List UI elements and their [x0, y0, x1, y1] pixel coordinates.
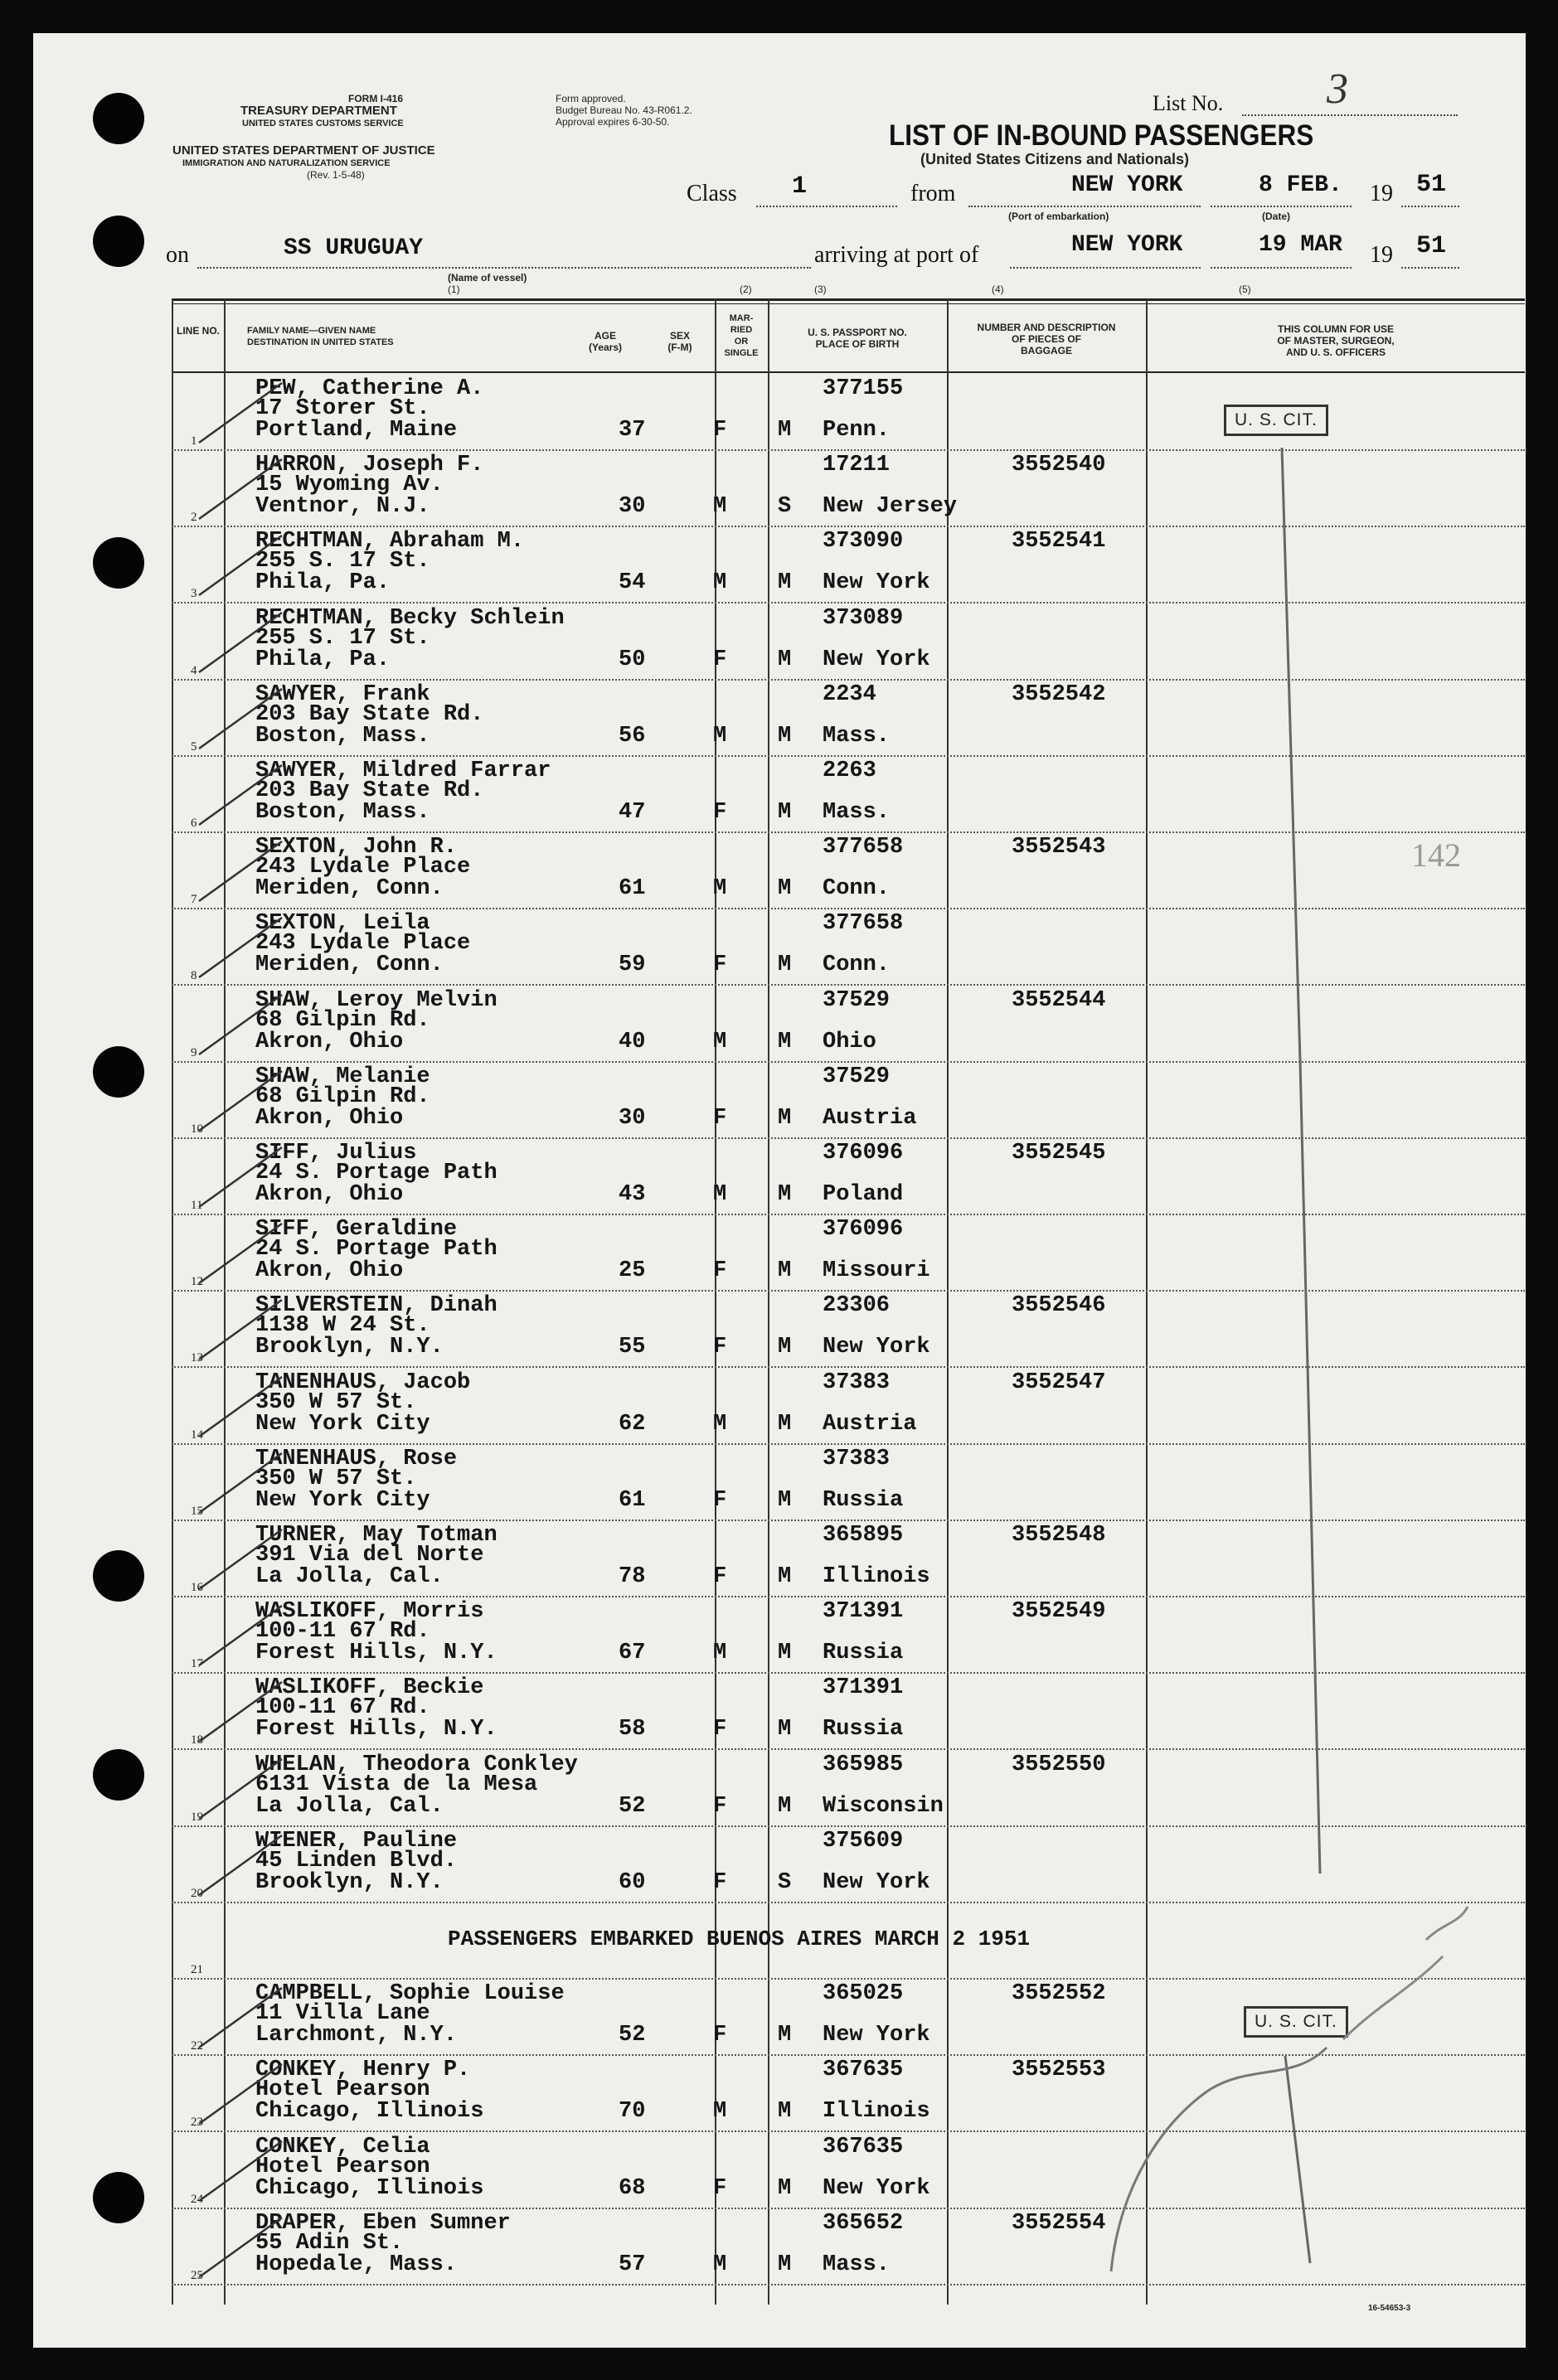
header-officers-3: AND U. S. OFFICERS: [1285, 347, 1386, 358]
passenger-name: SIFF, Geraldine: [255, 1217, 458, 1242]
line-number: 10: [191, 1122, 203, 1136]
address-line-1: 45 Linden Blvd.: [255, 1849, 458, 1873]
passenger-name: SAWYER, Frank: [255, 682, 430, 707]
baggage-number: 3552549: [1012, 1599, 1106, 1624]
pencil-marks: [33, 33, 1526, 2348]
place-of-birth: Russia: [823, 1641, 904, 1665]
header-baggage-3: BAGGAGE: [1020, 345, 1072, 356]
address-line-1: 6131 Vista de la Mesa: [255, 1772, 538, 1797]
marital-status: M: [778, 570, 792, 595]
address-line-2: Brooklyn, N.Y.: [255, 1335, 444, 1360]
from-port: NEW YORK: [1071, 172, 1183, 198]
marital-status: M: [778, 1106, 792, 1131]
age: 30: [619, 1106, 646, 1131]
line-number: 19: [191, 1810, 203, 1824]
passenger-name: SHAW, Melanie: [255, 1064, 430, 1089]
sex: M: [713, 1182, 727, 1207]
sex: F: [713, 1794, 727, 1819]
sex: F: [713, 800, 727, 825]
passport-number: 365652: [823, 2211, 904, 2236]
address-line-2: Hopedale, Mass.: [255, 2252, 458, 2277]
passport-number: 377155: [823, 376, 904, 401]
approval-line-1: Form approved.: [556, 93, 626, 104]
address-line-2: Boston, Mass.: [255, 800, 430, 825]
marital-status: M: [778, 1258, 792, 1283]
department-justice: UNITED STATES DEPARTMENT OF JUSTICE: [172, 143, 435, 158]
marital-status: M: [778, 1641, 792, 1665]
address-line-2: New York City: [255, 1412, 430, 1437]
line-number: 4: [191, 664, 197, 677]
address-line-2: Larchmont, N.Y.: [255, 2023, 458, 2048]
marital-status: M: [778, 952, 792, 977]
place-of-birth: Conn.: [823, 952, 891, 977]
line-number: 17: [191, 1657, 203, 1670]
place-of-birth: Missouri: [823, 1258, 930, 1283]
marital-status: M: [778, 647, 792, 672]
baggage-number: 3552546: [1012, 1293, 1106, 1318]
marital-status: M: [778, 418, 792, 443]
form-code: 16-54653-3: [1368, 2304, 1411, 2313]
address-line-2: Boston, Mass.: [255, 724, 430, 749]
marital-status: M: [778, 800, 792, 825]
age: 47: [619, 800, 646, 825]
place-of-birth: Russia: [823, 1488, 904, 1513]
baggage-number: 3552543: [1012, 835, 1106, 860]
sex: M: [713, 570, 727, 595]
header-baggage-2: OF PIECES OF: [1011, 333, 1081, 345]
place-of-birth: New York: [823, 1335, 930, 1360]
marital-status: M: [778, 1182, 792, 1207]
place-of-birth: Austria: [823, 1106, 917, 1131]
arriving-label: arriving at port of: [814, 242, 979, 268]
from-label: from: [910, 181, 956, 206]
baggage-number: 3552552: [1012, 1981, 1106, 2006]
age: 61: [619, 876, 646, 901]
sex: F: [713, 2176, 727, 2201]
sex: M: [713, 724, 727, 749]
address-line-1: 350 W 57 St.: [255, 1390, 417, 1415]
place-of-birth: Mass.: [823, 800, 891, 825]
page-subtitle: (United States Citizens and Nationals): [920, 151, 1190, 167]
passport-number: 377658: [823, 835, 904, 860]
place-of-birth: New York: [823, 570, 930, 595]
line-number: 15: [191, 1505, 203, 1518]
passport-number: 365985: [823, 1752, 904, 1777]
col-number-2: (2): [740, 284, 752, 295]
sex: M: [713, 876, 727, 901]
list-no-value: 3: [1327, 65, 1348, 113]
age: 57: [619, 2252, 646, 2277]
department-treasury: TREASURY DEPARTMENT: [240, 104, 397, 118]
line-number: 21: [191, 1963, 203, 1976]
address-line-2: Forest Hills, N.Y.: [255, 1641, 497, 1665]
baggage-number: 3552545: [1012, 1141, 1106, 1166]
header-sex-values: (F-M): [667, 342, 692, 353]
passenger-name: TANENHAUS, Rose: [255, 1447, 458, 1471]
address-line-2: Meriden, Conn.: [255, 876, 444, 901]
passport-number: 371391: [823, 1599, 904, 1624]
place-of-birth: New York: [823, 1870, 930, 1895]
sex: M: [713, 2252, 727, 2277]
passenger-name: CONKEY, Celia: [255, 2135, 430, 2159]
passport-number: 377658: [823, 911, 904, 936]
age: 78: [619, 1564, 646, 1589]
passport-number: 375609: [823, 1829, 904, 1854]
customs-service: UNITED STATES CUSTOMS SERVICE: [242, 119, 404, 128]
immigration-service: IMMIGRATION AND NATURALIZATION SERVICE: [182, 158, 391, 168]
passenger-name: HARRON, Joseph F.: [255, 453, 484, 477]
marital-status: M: [778, 1794, 792, 1819]
marital-status: M: [778, 2023, 792, 2048]
col-number-1: (1): [448, 284, 460, 295]
address-line-2: Forest Hills, N.Y.: [255, 1717, 497, 1742]
arrival-date: 19 MAR: [1259, 232, 1342, 258]
line-number: 12: [191, 1275, 203, 1288]
passenger-name: DRAPER, Eben Sumner: [255, 2211, 511, 2236]
vessel-caption: (Name of vessel): [448, 272, 527, 284]
line-number: 20: [191, 1887, 203, 1900]
marital-status: M: [778, 1564, 792, 1589]
sex: F: [713, 2023, 727, 2048]
sex: M: [713, 494, 727, 519]
age: 25: [619, 1258, 646, 1283]
marital-status: M: [778, 1335, 792, 1360]
passport-number: 376096: [823, 1217, 904, 1242]
address-line-2: La Jolla, Cal.: [255, 1794, 444, 1819]
sex: M: [713, 2099, 727, 2124]
address-line-1: 243 Lydale Place: [255, 855, 471, 880]
marital-status: S: [778, 1870, 792, 1895]
passenger-name: SAWYER, Mildred Farrar: [255, 759, 551, 783]
age: 62: [619, 1412, 646, 1437]
marital-status: M: [778, 1412, 792, 1437]
address-line-2: Ventnor, N.J.: [255, 494, 430, 519]
address-line-1: 17 Storer St.: [255, 396, 430, 421]
header-officers-2: OF MASTER, SURGEON,: [1277, 335, 1395, 347]
baggage-number: 3552541: [1012, 529, 1106, 554]
line-number: 7: [191, 893, 197, 906]
passenger-name: CONKEY, Henry P.: [255, 2058, 471, 2082]
baggage-number: 3552544: [1012, 988, 1106, 1013]
from-year: 51: [1416, 171, 1447, 199]
age: 37: [619, 418, 646, 443]
address-line-1: 24 S. Portage Path: [255, 1237, 497, 1262]
passport-number: 365025: [823, 1981, 904, 2006]
address-line-2: Akron, Ohio: [255, 1258, 404, 1283]
address-line-2: Phila, Pa.: [255, 647, 391, 672]
place-of-birth: Wisconsin: [823, 1794, 944, 1819]
passport-number: 373089: [823, 606, 904, 631]
address-line-1: 68 Gilpin Rd.: [255, 1084, 430, 1109]
line-number: 24: [191, 2193, 203, 2206]
line-number: 3: [191, 587, 197, 600]
class-label: Class: [687, 181, 737, 206]
place-of-birth: New York: [823, 647, 930, 672]
passport-number: 17211: [823, 453, 891, 477]
pencil-vertical-line: [1282, 448, 1320, 1873]
sex: F: [713, 1717, 727, 1742]
line-number: 13: [191, 1351, 203, 1365]
address-line-1: 15 Wyoming Av.: [255, 473, 444, 497]
sex: F: [713, 418, 727, 443]
col-number-5: (5): [1239, 284, 1251, 295]
address-line-1: 55 Adin St.: [255, 2231, 404, 2256]
place-of-birth: New York: [823, 2023, 930, 2048]
list-no-label: List No.: [1153, 91, 1224, 115]
passenger-name: SEXTON, Leila: [255, 911, 430, 936]
passport-number: 2263: [823, 759, 876, 783]
passport-number: 365895: [823, 1523, 904, 1548]
place-of-birth: Mass.: [823, 724, 891, 749]
age: 55: [619, 1335, 646, 1360]
arrival-year: 51: [1416, 232, 1447, 260]
header-married-3: OR: [734, 337, 749, 347]
place-of-birth: Penn.: [823, 418, 891, 443]
sex: F: [713, 1870, 727, 1895]
place-of-birth: New Jersey: [823, 494, 958, 519]
passport-number: 37529: [823, 1064, 891, 1089]
arrival-port: NEW YORK: [1071, 232, 1183, 258]
address-line-1: 203 Bay State Rd.: [255, 702, 484, 727]
address-line-1: 1138 W 24 St.: [255, 1313, 430, 1338]
passenger-name: RECHTMAN, Becky Schlein: [255, 606, 565, 631]
header-officers-1: THIS COLUMN FOR USE: [1278, 323, 1394, 335]
passenger-name: PEW, Catherine A.: [255, 376, 484, 401]
passport-number: 371391: [823, 1675, 904, 1700]
passenger-name: TURNER, May Totman: [255, 1523, 497, 1548]
line-number: 6: [191, 817, 197, 830]
address-line-1: 100-11 67 Rd.: [255, 1619, 430, 1644]
baggage-number: 3552554: [1012, 2211, 1106, 2236]
address-line-2: Akron, Ohio: [255, 1106, 404, 1131]
address-line-2: Chicago, Illinois: [255, 2099, 484, 2124]
officer-signature: [1343, 1956, 1443, 2039]
address-line-1: 243 Lydale Place: [255, 931, 471, 956]
address-line-1: 391 Via del Norte: [255, 1543, 484, 1568]
passenger-name: SHAW, Leroy Melvin: [255, 988, 497, 1013]
pencil-vertical-line: [1285, 2056, 1310, 2263]
header-married-4: SINGLE: [724, 348, 759, 358]
sex: M: [713, 1030, 727, 1054]
age: 50: [619, 647, 646, 672]
vessel-name: SS URUGUAY: [284, 235, 424, 261]
line-number: 16: [191, 1581, 203, 1594]
age: 52: [619, 1794, 646, 1819]
address-line-1: 68 Gilpin Rd.: [255, 1008, 430, 1033]
age: 68: [619, 2176, 646, 2201]
baggage-number: 3552547: [1012, 1370, 1106, 1395]
sex: F: [713, 952, 727, 977]
address-line-2: Chicago, Illinois: [255, 2176, 484, 2201]
arrival-year-prefix: 19: [1370, 242, 1393, 268]
marital-status: M: [778, 1488, 792, 1513]
line-number: 18: [191, 1733, 203, 1747]
class-value: 1: [792, 172, 808, 201]
address-line-2: New York City: [255, 1488, 430, 1513]
approval-line-3: Approval expires 6-30-50.: [556, 116, 670, 128]
marital-status: S: [778, 494, 792, 519]
baggage-number: 3552553: [1012, 2058, 1106, 2082]
address-line-1: 255 S. 17 St.: [255, 549, 430, 574]
address-line-2: Akron, Ohio: [255, 1030, 404, 1054]
place-of-birth: Ohio: [823, 1030, 876, 1054]
header-baggage-1: NUMBER AND DESCRIPTION: [977, 322, 1116, 333]
address-line-1: 350 W 57 St.: [255, 1466, 417, 1491]
address-line-1: 255 S. 17 St.: [255, 626, 430, 651]
form-number: FORM I-416: [348, 93, 404, 104]
age: 43: [619, 1182, 646, 1207]
passport-number: 376096: [823, 1141, 904, 1166]
age: 61: [619, 1488, 646, 1513]
passport-number: 37529: [823, 988, 891, 1013]
passenger-name: WIENER, Pauline: [255, 1829, 458, 1854]
age: 70: [619, 2099, 646, 2124]
line-number: 14: [191, 1428, 203, 1442]
from-date: 8 FEB.: [1259, 172, 1342, 198]
baggage-number: 3552548: [1012, 1523, 1106, 1548]
line-number: 22: [191, 2039, 203, 2053]
passenger-name: SEXTON, John R.: [255, 835, 458, 860]
passenger-name: TANENHAUS, Jacob: [255, 1370, 471, 1395]
passenger-name: RECHTMAN, Abraham M.: [255, 529, 525, 554]
line-number: 25: [191, 2269, 203, 2282]
address-line-1: 100-11 67 Rd.: [255, 1695, 430, 1720]
address-line-1: Hotel Pearson: [255, 2077, 430, 2102]
manifest-page: [33, 33, 1526, 2348]
sex: F: [713, 1106, 727, 1131]
marital-status: M: [778, 1717, 792, 1742]
passport-number: 23306: [823, 1293, 891, 1318]
marital-status: M: [778, 2252, 792, 2277]
margin-number: 142: [1411, 836, 1461, 874]
age: 59: [619, 952, 646, 977]
address-line-2: Akron, Ohio: [255, 1182, 404, 1207]
col-number-4: (4): [992, 284, 1004, 295]
age: 56: [619, 724, 646, 749]
age: 30: [619, 494, 646, 519]
passport-number: 37383: [823, 1447, 891, 1471]
line-number: 5: [191, 740, 197, 754]
passport-number: 2234: [823, 682, 876, 707]
header-married-1: MAR-: [729, 313, 754, 323]
sex: F: [713, 1564, 727, 1589]
us-citizen-stamp: U. S. CIT.: [1244, 2006, 1348, 2038]
passport-number: 367635: [823, 2135, 904, 2159]
header-line-no: LINE NO.: [176, 325, 220, 337]
page-title: LIST OF IN-BOUND PASSENGERS: [889, 119, 1314, 152]
baggage-number: 3552540: [1012, 453, 1106, 477]
line-number: 9: [191, 1046, 197, 1059]
baggage-number: 3552542: [1012, 682, 1106, 707]
place-of-birth: Conn.: [823, 876, 891, 901]
address-line-1: 24 S. Portage Path: [255, 1161, 497, 1185]
header-sex: SEX: [669, 330, 690, 342]
line-number: 11: [191, 1199, 203, 1212]
age: 67: [619, 1641, 646, 1665]
place-of-birth: Austria: [823, 1412, 917, 1437]
place-of-birth: Poland: [823, 1182, 904, 1207]
passport-number: 367635: [823, 2058, 904, 2082]
passport-number: 373090: [823, 529, 904, 554]
passenger-name: SILVERSTEIN, Dinah: [255, 1293, 497, 1318]
header-passport: U. S. PASSPORT NO.: [808, 327, 907, 338]
us-citizen-stamp: U. S. CIT.: [1224, 405, 1328, 436]
address-line-1: 11 Villa Lane: [255, 2001, 430, 2026]
place-of-birth: Illinois: [823, 1564, 930, 1589]
marital-status: M: [778, 2176, 792, 2201]
sex: F: [713, 1335, 727, 1360]
sex: M: [713, 1641, 727, 1665]
address-line-1: 203 Bay State Rd.: [255, 778, 484, 803]
officer-signature: [1111, 2048, 1327, 2271]
address-line-2: Portland, Maine: [255, 418, 458, 443]
line-number: 8: [191, 969, 197, 982]
port-embarkation-caption: (Port of embarkation): [1008, 211, 1109, 222]
baggage-number: 3552550: [1012, 1752, 1106, 1777]
line-number: 1: [191, 434, 197, 448]
sex: F: [713, 647, 727, 672]
header-married-2: RIED: [730, 325, 753, 335]
form-revision: (Rev. 1-5-48): [307, 169, 365, 181]
marital-status: M: [778, 724, 792, 749]
place-of-birth: Russia: [823, 1717, 904, 1742]
age: 54: [619, 570, 646, 595]
address-line-2: La Jolla, Cal.: [255, 1564, 444, 1589]
place-of-birth: Mass.: [823, 2252, 891, 2277]
line-number: 23: [191, 2116, 203, 2129]
age: 60: [619, 1870, 646, 1895]
age: 40: [619, 1030, 646, 1054]
marital-status: M: [778, 1030, 792, 1054]
passenger-name: SIFF, Julius: [255, 1141, 417, 1166]
marital-status: M: [778, 876, 792, 901]
place-of-birth: New York: [823, 2176, 930, 2201]
sex: F: [713, 1488, 727, 1513]
address-line-2: Meriden, Conn.: [255, 952, 444, 977]
sex: M: [713, 1412, 727, 1437]
age: 52: [619, 2023, 646, 2048]
address-line-1: Hotel Pearson: [255, 2155, 430, 2179]
from-year-prefix: 19: [1370, 181, 1393, 206]
passenger-name: WHELAN, Theodora Conkley: [255, 1752, 578, 1777]
line-number: 2: [191, 511, 197, 524]
approval-line-2: Budget Bureau No. 43-R061.2.: [556, 104, 692, 116]
place-of-birth: Illinois: [823, 2099, 930, 2124]
passenger-name: WASLIKOFF, Morris: [255, 1599, 484, 1624]
passenger-name: CAMPBELL, Sophie Louise: [255, 1981, 565, 2006]
embarked-note: PASSENGERS EMBARKED BUENOS AIRES MARCH 2 1951: [448, 1927, 1031, 1951]
header-birthplace: PLACE OF BIRTH: [815, 338, 900, 350]
header-age: AGE: [594, 330, 616, 342]
header-age-unit: (Years): [588, 342, 623, 353]
col-number-3: (3): [814, 284, 827, 295]
sex: F: [713, 1258, 727, 1283]
passport-number: 37383: [823, 1370, 891, 1395]
marital-status: M: [778, 2099, 792, 2124]
on-label: on: [166, 242, 189, 268]
age: 58: [619, 1717, 646, 1742]
passenger-name: WASLIKOFF, Beckie: [255, 1675, 484, 1700]
officer-signature: [1426, 1907, 1468, 1940]
address-line-2: Brooklyn, N.Y.: [255, 1870, 444, 1895]
address-line-2: Phila, Pa.: [255, 570, 391, 595]
header-name: FAMILY NAME—GIVEN NAME: [247, 326, 376, 336]
date-caption: (Date): [1262, 211, 1291, 222]
header-destination: DESTINATION IN UNITED STATES: [247, 337, 394, 347]
